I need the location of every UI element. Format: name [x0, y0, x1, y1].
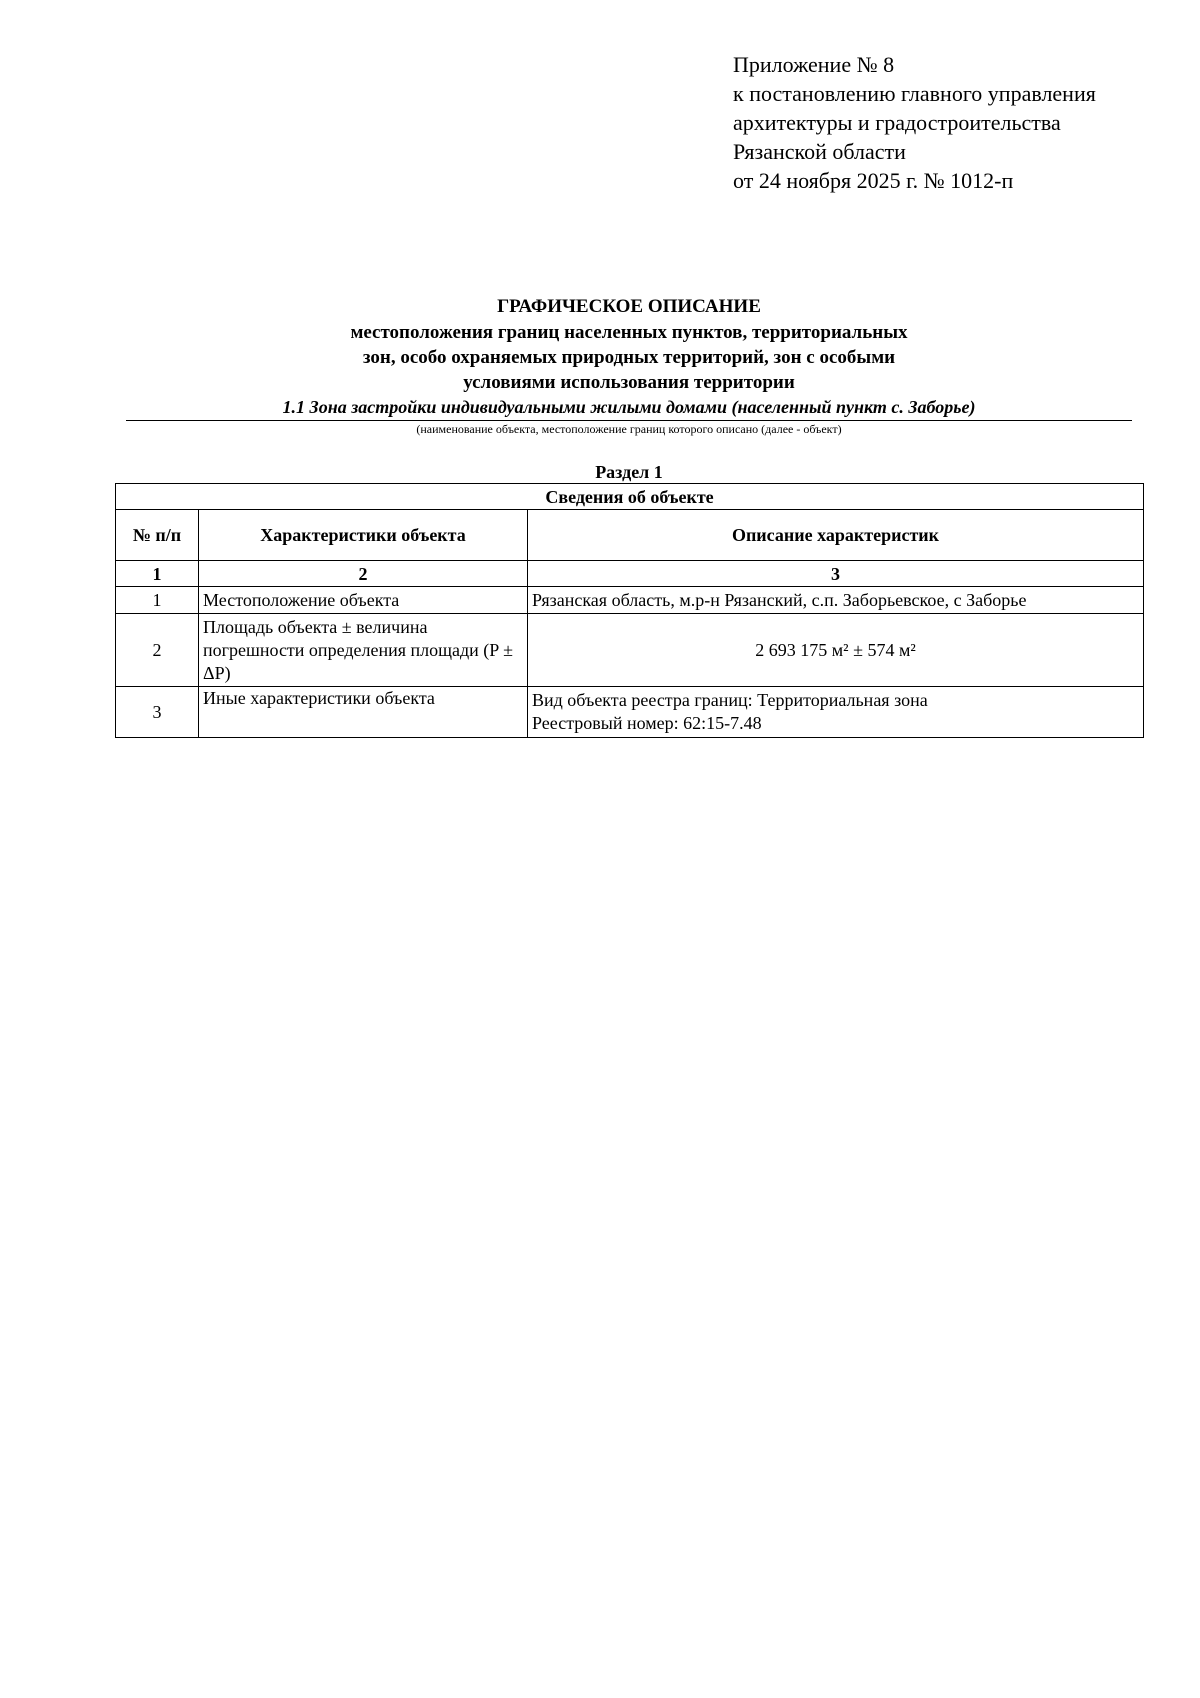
- header-num: [116, 510, 199, 561]
- table-row: [116, 687, 1144, 738]
- header-description: Описание характеристик: [528, 510, 1144, 561]
- object-info-table: [115, 483, 1144, 738]
- row-description-line: 2 693 175 м² ± 574 м²: [755, 639, 916, 660]
- table-row: [116, 587, 1144, 614]
- appendix-line: Приложение № 8: [733, 52, 895, 77]
- title-block: [126, 294, 1132, 438]
- document-subtitle-line: зон, особо охраняемых природных территорий, зон с особыми: [362, 347, 896, 368]
- document-subtitle-line: местоположения границ населенных пунктов, территориальных: [350, 322, 908, 343]
- table-caption: Сведения об объекте: [116, 484, 1144, 510]
- column-number: 3: [528, 561, 1144, 587]
- row-description: [528, 687, 1144, 738]
- appendix-line: архитектуры и градостроительства: [733, 110, 1061, 135]
- object-name: 1.1 Зона застройки индивидуальными жилыми домами (населенный пункт с. Заборье): [126, 395, 1132, 421]
- column-number: 1: [116, 561, 199, 587]
- document-subtitle-line: условиями использования территории: [463, 372, 795, 393]
- appendix-line: от 24 ноября 2025 г. № 1012-п: [733, 168, 1014, 193]
- table-row: [116, 614, 1144, 687]
- object-caption: (наименование объекта, местоположение границ которого описано (далее - объект): [416, 422, 842, 436]
- row-description: [528, 614, 1144, 687]
- row-characteristic: Иные характеристики объекта: [199, 687, 528, 738]
- header-num-label: № п/п: [132, 525, 182, 545]
- row-description-line: Рязанская область, м.р-н Рязанский, с.п. Заборьевское, с Заборье: [532, 590, 1027, 610]
- row-description: [528, 587, 1144, 614]
- appendix-line: к постановлению главного управления: [733, 81, 1096, 106]
- appendix-header: [733, 50, 1173, 195]
- document-title: ГРАФИЧЕСКОЕ ОПИСАНИЕ: [497, 296, 761, 317]
- row-num: 1: [116, 587, 199, 614]
- row-num: 3: [116, 687, 199, 738]
- appendix-line: Рязанской области: [733, 139, 906, 164]
- row-characteristic: Местоположение объекта: [199, 587, 528, 614]
- row-description-line: Вид объекта реестра границ: Территориальная зона: [532, 690, 928, 710]
- table-caption-row: [116, 484, 1144, 510]
- column-number: 2: [199, 561, 528, 587]
- column-numbers-row: [116, 561, 1144, 587]
- row-characteristic: Площадь объекта ± величина погрешности определения площади (P ± ΔP): [199, 614, 528, 687]
- table-header-row: [116, 510, 1144, 561]
- row-description-line: Реестровый номер: 62:15-7.48: [532, 713, 762, 733]
- header-characteristics: Характеристики объекта: [199, 510, 528, 561]
- row-num: 2: [116, 614, 199, 687]
- section-title: Раздел 1: [595, 462, 663, 482]
